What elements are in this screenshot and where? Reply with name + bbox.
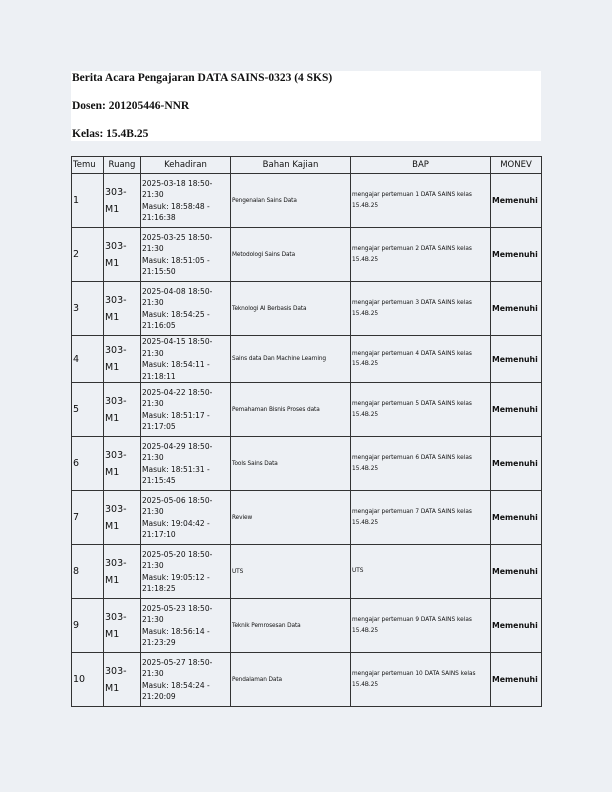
cell-bap: UTS (351, 545, 491, 599)
check-in-text: Masuk: 19:04:42 - 21:17:10 (142, 518, 210, 539)
cell-bap: mengajar pertemuan 10 DATA SAINS kelas 15.4B.25 (351, 653, 491, 707)
cell-ruang: 303-M1 (104, 336, 141, 383)
cell-bap: mengajar pertemuan 3 DATA SAINS kelas 15.4B.25 (351, 282, 491, 336)
check-in-text: Masuk: 18:54:25 - 21:16:05 (142, 309, 210, 330)
cell-bahan-kajian: Review (231, 491, 351, 545)
cell-bap: mengajar pertemuan 9 DATA SAINS kelas 15.4B.25 (351, 599, 491, 653)
cell-temu: 9 (72, 599, 104, 653)
check-in-text: Masuk: 18:56:14 - 21:23:29 (142, 626, 210, 647)
cell-bahan-kajian: Pendalaman Data (231, 653, 351, 707)
cell-bap: mengajar pertemuan 2 DATA SAINS kelas 15.4B.25 (351, 228, 491, 282)
cell-monev: Memenuhi (491, 336, 542, 383)
cell-kehadiran (141, 336, 231, 383)
check-in-text: Masuk: 19:05:12 - 21:18:25 (142, 572, 210, 593)
cell-bahan-kajian: Sains data Dan Machine Learning (231, 336, 351, 383)
check-in-text: Masuk: 18:58:48 - 21:16:38 (142, 201, 210, 222)
cell-kehadiran (141, 282, 231, 336)
cell-monev: Memenuhi (491, 599, 542, 653)
cell-bap: mengajar pertemuan 1 DATA SAINS kelas 15.4B.25 (351, 174, 491, 228)
attendance-table (71, 156, 542, 707)
schedule-text: 2025-05-23 18:50-21:30 (142, 603, 213, 624)
cell-monev: Memenuhi (491, 545, 542, 599)
cell-temu: 1 (72, 174, 104, 228)
cell-ruang: 303-M1 (104, 383, 141, 437)
cell-kehadiran (141, 545, 231, 599)
cell-kehadiran (141, 491, 231, 545)
cell-bahan-kajian: Teknologi AI Berbasis Data (231, 282, 351, 336)
document-header (71, 71, 541, 141)
schedule-text: 2025-03-18 18:50-21:30 (142, 178, 213, 199)
column-header-bap: BAP (351, 157, 491, 174)
cell-ruang: 303-M1 (104, 491, 141, 545)
table-row (72, 282, 542, 336)
cell-kehadiran (141, 653, 231, 707)
table-row (72, 228, 542, 282)
cell-ruang: 303-M1 (104, 282, 141, 336)
cell-ruang: 303-M1 (104, 174, 141, 228)
cell-bap: mengajar pertemuan 6 DATA SAINS kelas 15.4B.25 (351, 437, 491, 491)
cell-monev: Memenuhi (491, 383, 542, 437)
cell-temu: 10 (72, 653, 104, 707)
document-title: Berita Acara Pengajaran DATA SAINS-0323 (4 SKS) (72, 72, 333, 84)
table-row (72, 653, 542, 707)
cell-monev: Memenuhi (491, 491, 542, 545)
table-row (72, 437, 542, 491)
table-row (72, 491, 542, 545)
class-line: Kelas: 15.4B.25 (72, 128, 149, 140)
cell-ruang: 303-M1 (104, 437, 141, 491)
schedule-text: 2025-05-27 18:50-21:30 (142, 657, 213, 678)
table-row (72, 174, 542, 228)
cell-bap: mengajar pertemuan 4 DATA SAINS kelas 15.4B.25 (351, 336, 491, 383)
cell-bahan-kajian: UTS (231, 545, 351, 599)
column-header-temu: Temu (72, 157, 104, 174)
cell-bap: mengajar pertemuan 7 DATA SAINS kelas 15.4B.25 (351, 491, 491, 545)
table-header-row (72, 157, 542, 174)
check-in-text: Masuk: 18:51:05 - 21:15:50 (142, 255, 210, 276)
cell-ruang: 303-M1 (104, 599, 141, 653)
cell-monev: Memenuhi (491, 653, 542, 707)
table-row (72, 383, 542, 437)
table-row (72, 545, 542, 599)
cell-temu: 2 (72, 228, 104, 282)
cell-temu: 6 (72, 437, 104, 491)
cell-kehadiran (141, 383, 231, 437)
schedule-text: 2025-04-29 18:50-21:30 (142, 441, 213, 462)
column-header-bahan-kajian: Bahan Kajian (231, 157, 351, 174)
column-header-monev: MONEV (491, 157, 542, 174)
column-header-ruang: Ruang (104, 157, 141, 174)
cell-monev: Memenuhi (491, 228, 542, 282)
cell-kehadiran (141, 437, 231, 491)
cell-monev: Memenuhi (491, 437, 542, 491)
schedule-text: 2025-03-25 18:50-21:30 (142, 232, 213, 253)
lecturer-line: Dosen: 201205446-NNR (72, 100, 190, 112)
cell-bahan-kajian: Pengenalan Sains Data (231, 174, 351, 228)
column-header-kehadiran: Kehadiran (141, 157, 231, 174)
cell-bahan-kajian: Pemahaman Bisnis Proses data (231, 383, 351, 437)
schedule-text: 2025-04-22 18:50-21:30 (142, 387, 213, 408)
check-in-text: Masuk: 18:54:24 - 21:20:09 (142, 680, 210, 701)
cell-kehadiran (141, 599, 231, 653)
check-in-text: Masuk: 18:51:17 - 21:17:05 (142, 410, 210, 431)
cell-ruang: 303-M1 (104, 653, 141, 707)
cell-ruang: 303-M1 (104, 228, 141, 282)
schedule-text: 2025-05-20 18:50-21:30 (142, 549, 213, 570)
cell-temu: 4 (72, 336, 104, 383)
cell-ruang: 303-M1 (104, 545, 141, 599)
cell-temu: 8 (72, 545, 104, 599)
cell-bahan-kajian: Tools Sains Data (231, 437, 351, 491)
cell-temu: 5 (72, 383, 104, 437)
cell-monev: Memenuhi (491, 282, 542, 336)
cell-kehadiran (141, 228, 231, 282)
schedule-text: 2025-04-15 18:50-21:30 (142, 337, 213, 358)
table-row (72, 336, 542, 383)
cell-monev: Memenuhi (491, 174, 542, 228)
check-in-text: Masuk: 18:51:31 - 21:15:45 (142, 464, 210, 485)
table-row (72, 599, 542, 653)
check-in-text: Masuk: 18:54:11 - 21:18:11 (142, 360, 210, 381)
cell-kehadiran (141, 174, 231, 228)
cell-bahan-kajian: Teknik Pemrosesan Data (231, 599, 351, 653)
cell-bahan-kajian: Metodologi Sains Data (231, 228, 351, 282)
cell-temu: 7 (72, 491, 104, 545)
schedule-text: 2025-04-08 18:50-21:30 (142, 286, 213, 307)
schedule-text: 2025-05-06 18:50-21:30 (142, 495, 213, 516)
cell-bap: mengajar pertemuan 5 DATA SAINS kelas 15.4B.25 (351, 383, 491, 437)
cell-temu: 3 (72, 282, 104, 336)
